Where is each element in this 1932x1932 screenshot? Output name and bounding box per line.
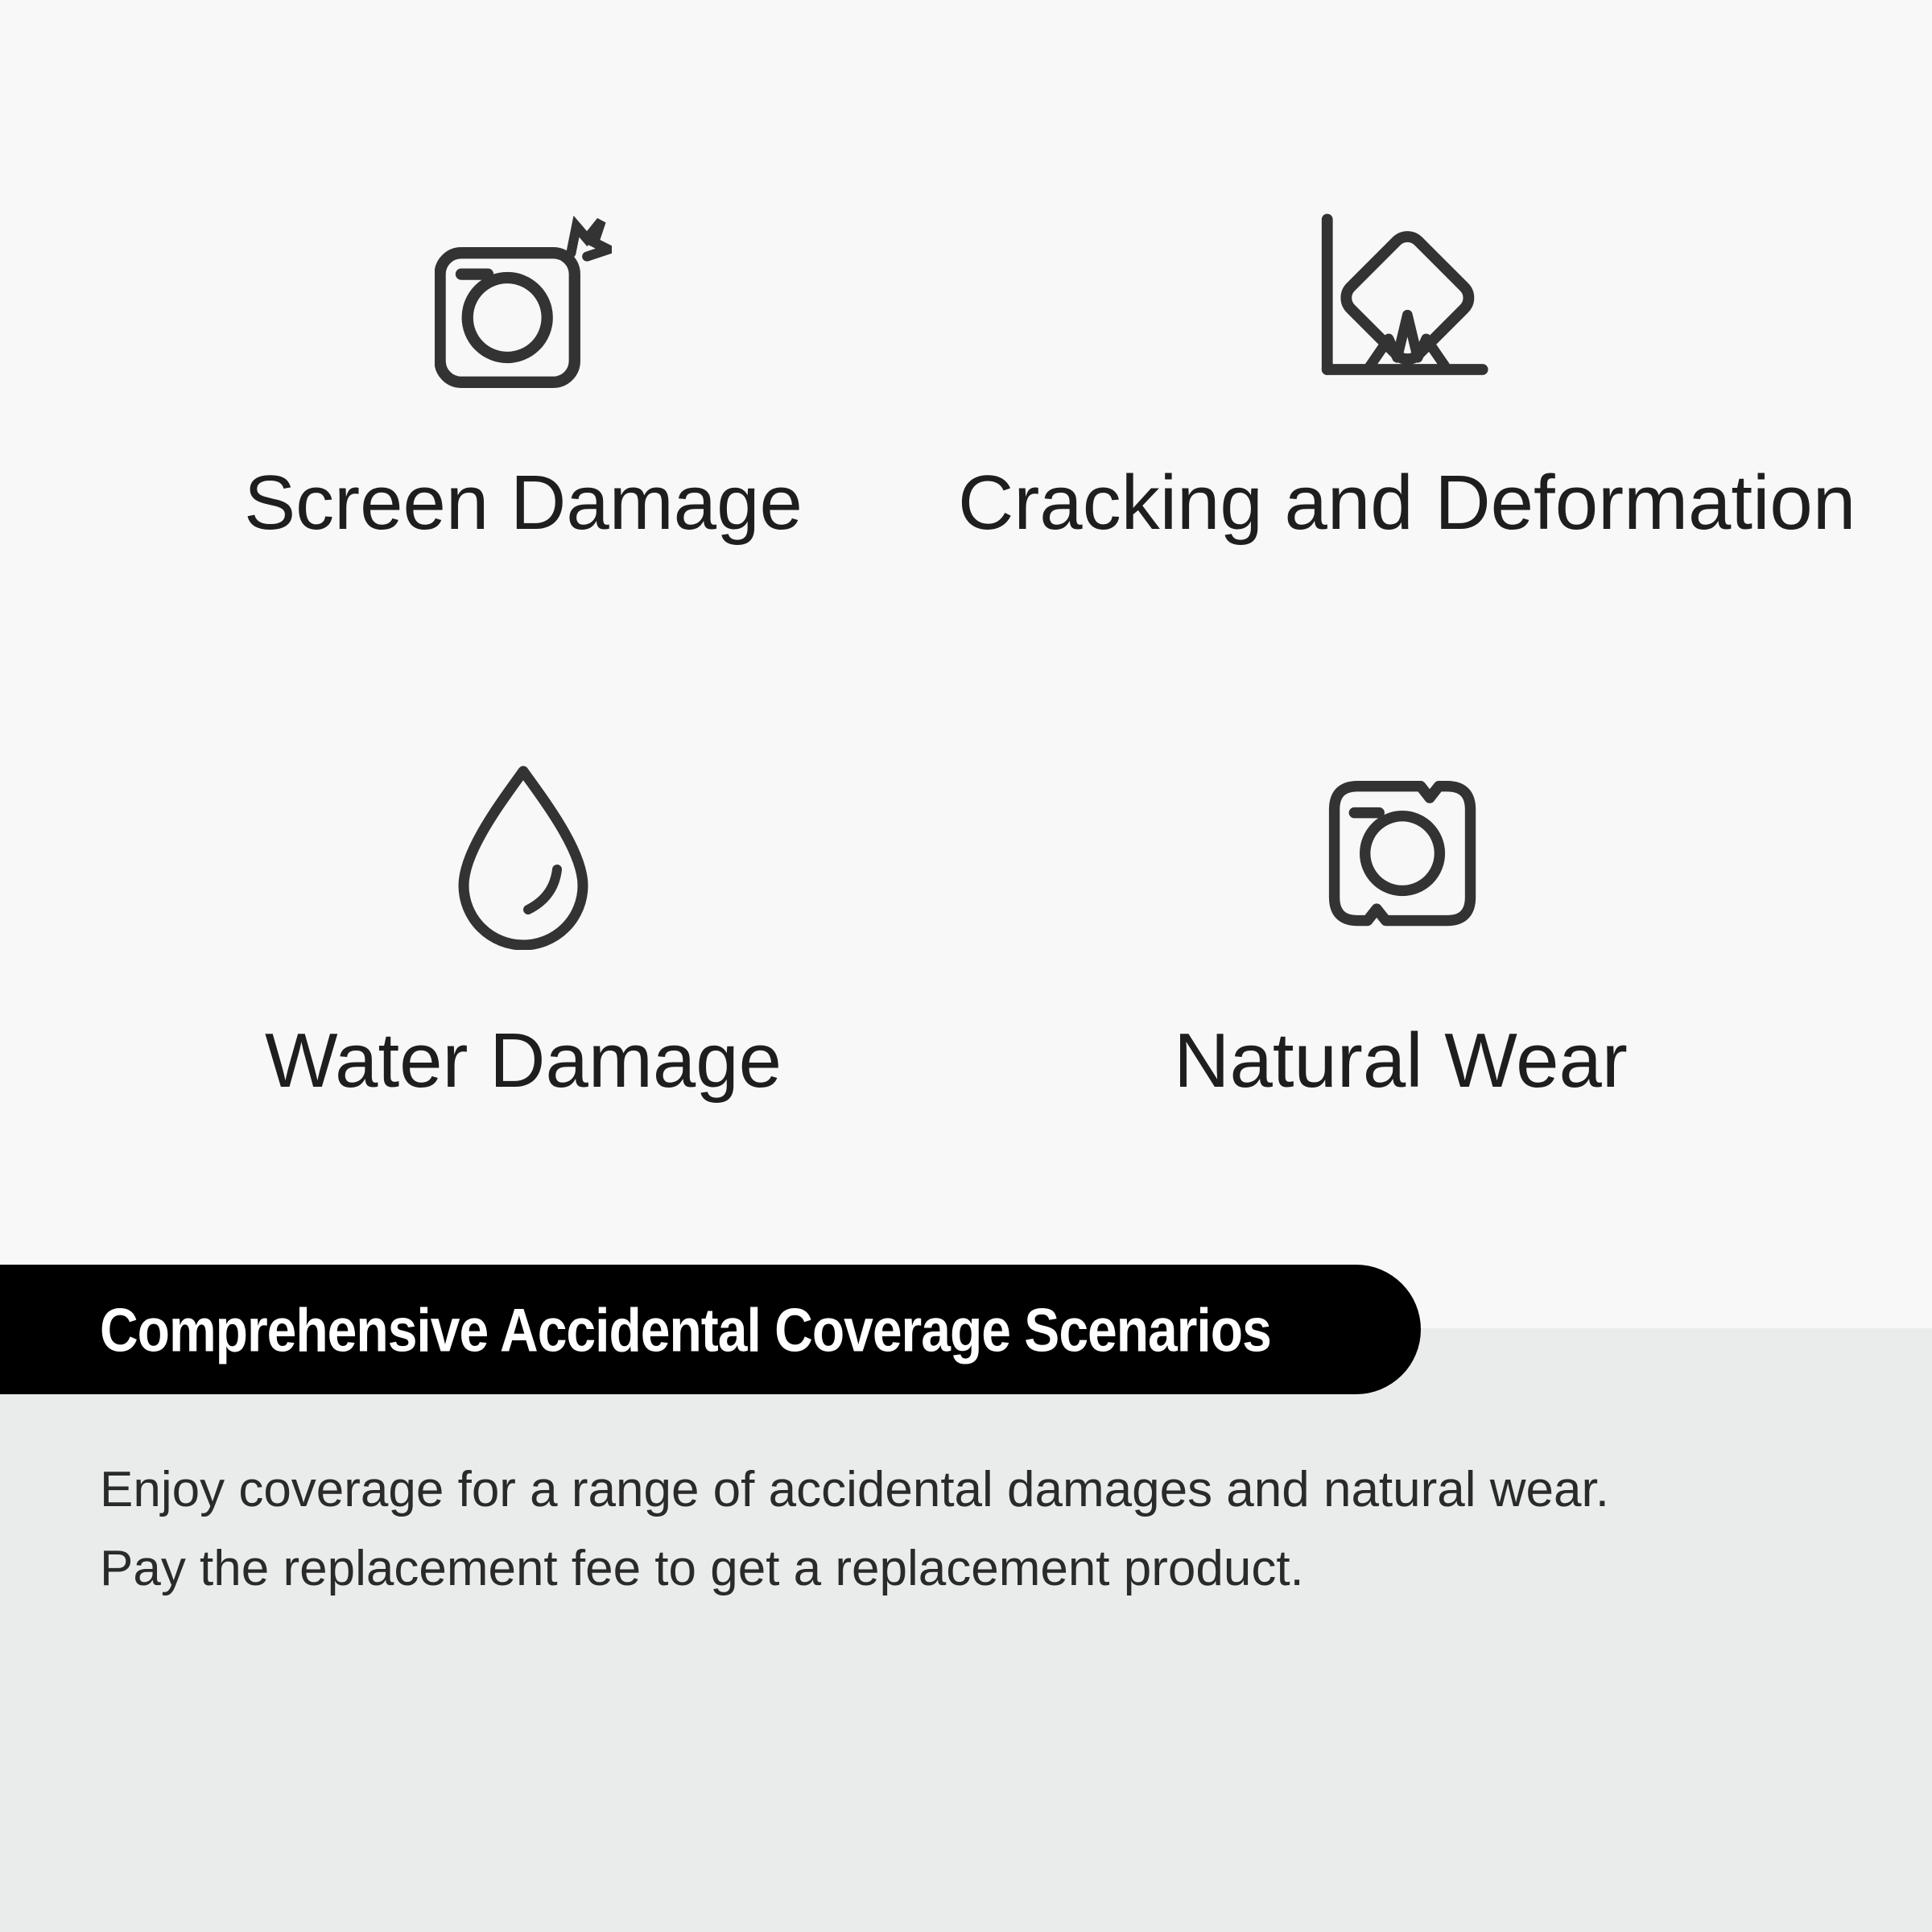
coverage-description-line-2: Pay the replacement fee to get a replacement product. (100, 1541, 1304, 1596)
scenario-label-water-damage: Water Damage (265, 1018, 782, 1104)
section-banner (0, 1265, 1421, 1394)
scenario-label-natural-wear: Natural Wear (1174, 1018, 1628, 1104)
cracking-and-deformation-icon (1315, 213, 1489, 383)
scenario-label-cracking-and-deformation: Cracking and Deformation (958, 460, 1856, 546)
section-banner-title: Comprehensive Accidental Coverage Scenarios (100, 1294, 1271, 1364)
coverage-description (100, 1451, 1887, 1608)
natural-wear-icon (1315, 768, 1486, 934)
scenario-label-screen-damage: Screen Damage (244, 460, 803, 546)
screen-damage-icon (435, 216, 612, 393)
bottom-section-background (0, 1328, 1932, 1932)
water-damage-icon (443, 763, 604, 950)
coverage-description-line-1: Enjoy coverage for a range of accidental damages and natural wear. (100, 1462, 1609, 1517)
